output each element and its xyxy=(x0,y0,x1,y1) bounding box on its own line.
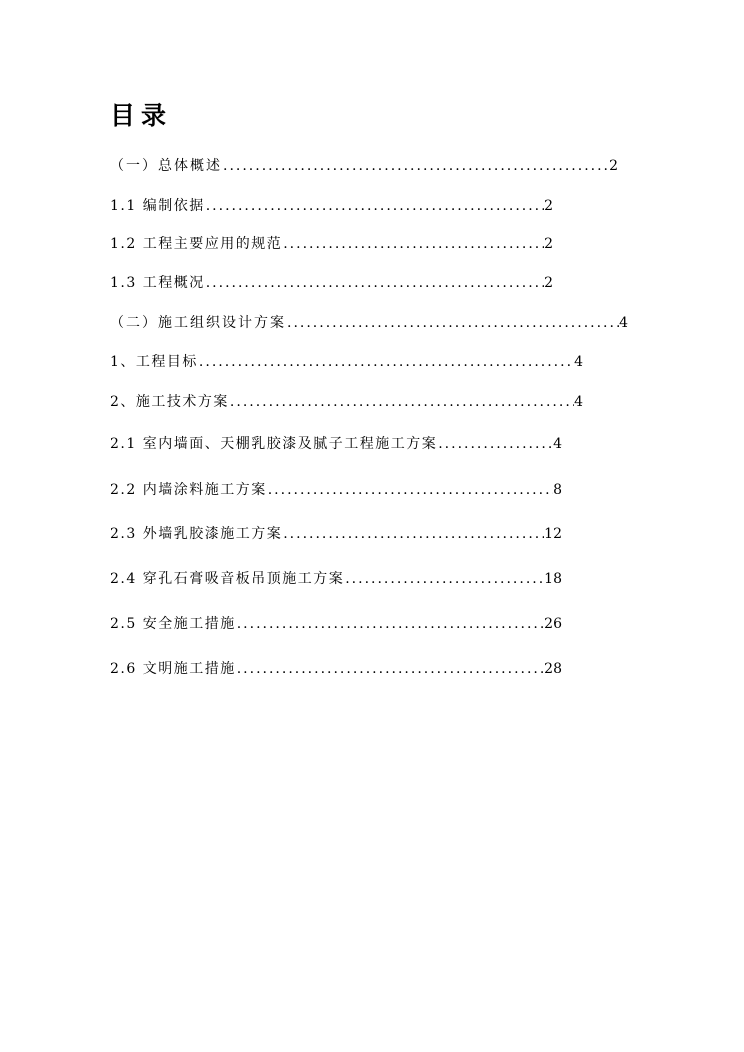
toc-entry[interactable] xyxy=(110,390,583,414)
toc-entry[interactable] xyxy=(110,350,583,374)
toc-leader-dots xyxy=(229,390,574,414)
toc-entry-label: 2.3 外墙乳胶漆施工方案 xyxy=(110,526,283,542)
toc-entry-label: （二）施工组织设计方案 xyxy=(110,315,286,331)
toc-page-number: 4 xyxy=(553,436,562,452)
toc-page-number: 4 xyxy=(574,354,583,370)
toc-entry-label: 2.6 文明施工措施 xyxy=(110,661,236,677)
toc-page-number: 26 xyxy=(544,616,562,632)
toc-entry[interactable] xyxy=(110,567,562,591)
toc-page-number: 2 xyxy=(544,236,553,252)
toc-entry-label: 2.2 内墙涂料施工方案 xyxy=(110,482,267,498)
toc-entry[interactable] xyxy=(110,194,553,218)
toc-leader-dots xyxy=(198,350,574,374)
toc-entry[interactable] xyxy=(110,154,618,178)
toc-leader-dots xyxy=(282,232,544,256)
toc-entry-label: （一）总体概述 xyxy=(110,158,222,174)
toc-entry-label: 1、工程目标 xyxy=(110,354,198,370)
toc-entry[interactable] xyxy=(110,311,628,335)
toc-leader-dots xyxy=(236,657,544,681)
toc-entry[interactable] xyxy=(110,522,562,546)
toc-page-number: 28 xyxy=(544,661,562,677)
toc-leader-dots xyxy=(286,311,619,335)
toc-page-number: 4 xyxy=(619,315,628,331)
toc-page-number: 4 xyxy=(574,394,583,410)
toc-leader-dots xyxy=(205,271,544,295)
toc-entry-label: 2.5 安全施工措施 xyxy=(110,616,236,632)
toc-leader-dots xyxy=(437,432,553,456)
toc-page-number: 2 xyxy=(544,198,553,214)
toc-entry[interactable] xyxy=(110,657,562,681)
toc-leader-dots xyxy=(236,612,544,636)
toc-entry[interactable] xyxy=(110,271,553,295)
toc-entry[interactable] xyxy=(110,432,562,456)
toc-leader-dots xyxy=(267,478,553,502)
toc-entry[interactable] xyxy=(110,232,553,256)
toc-page-number: 12 xyxy=(544,526,562,542)
toc-entry-label: 1.1 编制依据 xyxy=(110,198,205,214)
toc-title: 目录 xyxy=(110,101,173,130)
toc-entry-label: 1.3 工程概况 xyxy=(110,275,205,291)
toc-leader-dots xyxy=(205,194,544,218)
toc-page-number: 2 xyxy=(609,158,618,174)
toc-leader-dots xyxy=(222,154,609,178)
toc-entry-label: 2、施工技术方案 xyxy=(110,394,229,410)
toc-leader-dots xyxy=(344,567,544,591)
toc-entry-label: 2.1 室内墙面、天棚乳胶漆及腻子工程施工方案 xyxy=(110,436,438,452)
toc-page-number: 18 xyxy=(544,571,562,587)
toc-leader-dots xyxy=(282,522,544,546)
toc-page-number: 2 xyxy=(544,275,553,291)
toc-entry-label: 2.4 穿孔石膏吸音板吊顶施工方案 xyxy=(110,571,345,587)
toc-entry-label: 1.2 工程主要应用的规范 xyxy=(110,236,283,252)
toc-page-number: 8 xyxy=(553,482,562,498)
toc-entry[interactable] xyxy=(110,478,562,502)
toc-entry[interactable] xyxy=(110,612,562,636)
